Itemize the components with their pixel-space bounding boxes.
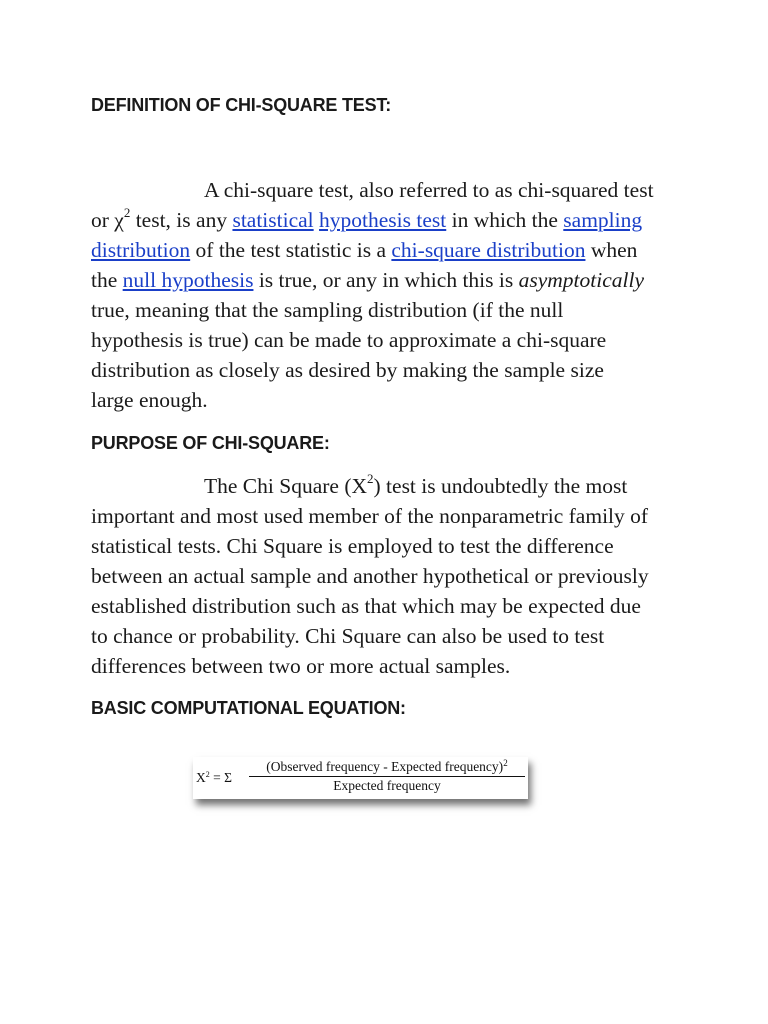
definition-line-4: the null hypothesis is true, or any in which this is asymptotically bbox=[91, 268, 644, 292]
definition-line-8: large enough. bbox=[91, 388, 208, 412]
definition-paragraph bbox=[91, 175, 691, 415]
purpose-line-1: The Chi Square $(X^2)$ test is undoubtedly the most bbox=[204, 470, 628, 498]
definition-line-3: distribution of the test statistic is a chi-square distribution when bbox=[91, 238, 638, 262]
section-heading-definition: DEFINITION OF CHI-SQUARE TEST: bbox=[91, 95, 392, 115]
purpose-line-2: important and most used member of the nonparametric family of bbox=[91, 504, 649, 528]
definition-line-7: distribution as closely as desired by making the sample size bbox=[91, 358, 604, 382]
purpose-line-3: statistical tests. Chi Square is employed to test the difference bbox=[91, 534, 614, 558]
section-heading-purpose: PURPOSE OF CHI-SQUARE: bbox=[91, 433, 330, 453]
chi-square-distribution-link[interactable]: chi-square distribution bbox=[391, 238, 586, 262]
statistical-link[interactable]: statistical bbox=[232, 208, 314, 232]
section-heading-equation: BASIC COMPUTATIONAL EQUATION: bbox=[91, 698, 406, 718]
equation-lhs: $X^2 = \Sigma$ bbox=[196, 769, 232, 785]
equation-numerator: (Observed frequency - Expected frequency)$^2$ bbox=[249, 759, 525, 777]
equation-denominator: Expected frequency bbox=[333, 778, 441, 793]
purpose-line-5: established distribution such as that which may be expected due bbox=[91, 594, 641, 618]
equation-fraction bbox=[249, 759, 525, 794]
sampling-distribution-link-cont[interactable]: distribution bbox=[91, 238, 191, 262]
chi-square-equation bbox=[193, 757, 528, 799]
definition-line-6: hypothesis is true) can be made to approximate a chi-square bbox=[91, 328, 607, 352]
definition-line-5: true, meaning that the sampling distribution (if the null bbox=[91, 298, 564, 322]
purpose-paragraph bbox=[91, 471, 691, 681]
purpose-line-4: between an actual sample and another hypothetical or previously bbox=[91, 564, 649, 588]
definition-line-2: or $\chi^2$ test, is any statistical hypothesis test in which the sampling bbox=[91, 204, 643, 232]
definition-line-1: A chi-square test, also referred to as chi-squared test bbox=[204, 178, 654, 202]
purpose-line-6: to chance or probability. Chi Square can also be used to test bbox=[91, 624, 605, 648]
null-hypothesis-link[interactable]: null hypothesis bbox=[122, 268, 254, 292]
sampling-distribution-link[interactable]: sampling bbox=[563, 208, 643, 232]
hypothesis-test-link[interactable]: hypothesis test bbox=[319, 208, 447, 232]
purpose-line-7: differences between two or more actual samples. bbox=[91, 654, 511, 678]
